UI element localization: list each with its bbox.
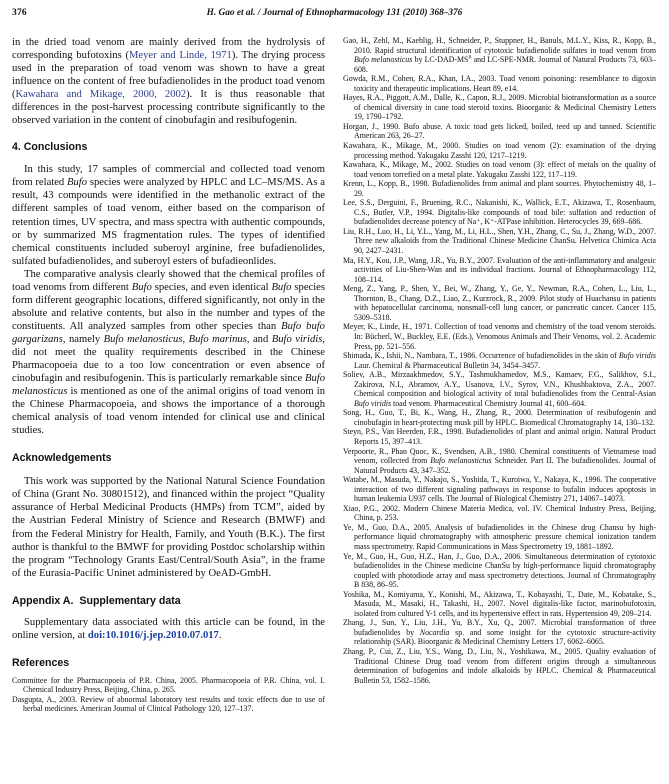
conclusions-p2-e: , <box>182 333 189 345</box>
conclusions-paragraph-1 <box>12 163 325 267</box>
superscript-n: n <box>468 54 472 61</box>
section-heading-conclusions: 4. Conclusions <box>12 141 88 154</box>
reference-entry: Ye, M., Guo, D.A., 2005. Analysis of bufadienolides in the Chinese drug Chansu by high-performance liquid chromatography with atmospheric pressure chemical ionization tandem mass spectrometry. Rapid Communications in Mass Spectrometry 19, 1881–1892. <box>343 522 656 551</box>
citation-meyer-linde[interactable]: Meyer and Linde, 1971 <box>129 50 232 62</box>
reference-entry: Kawahara, K., Mikage, M., 2000. Studies on toad venom (2): examination of the drying processing method. Yakugaku Zasshi 120, 1217–1219. <box>343 141 656 160</box>
appendix-paragraph <box>12 616 325 642</box>
reference-entry <box>343 370 656 408</box>
reference-entry: Kawahara, K., Mikage, M., 2002. Studies on toad venom (3): effect of metals on the quality of toad venom torrefied on a metal plate. Yakugaku Zasshi 122, 117–119. <box>343 160 656 179</box>
reference-entry <box>343 447 656 476</box>
reference-entry <box>343 351 656 370</box>
reference-entry <box>343 36 656 74</box>
species-name: Bufo melanostictus <box>430 456 492 466</box>
species-bufo-bufo-gargarizans: Bufo bufo gargarizans <box>12 320 325 345</box>
reference-entry: Ye, M., Guo, H., Guo, H.Z., Han, J., Guo, D.A., 2006. Simultaneous determination of cytotoxic bufadienolides in the Chinese medicine ChanSu by high-performance liquid chromatography coupled with photodiode array and mass spectrometry detections. Journal of Chromatography B 838, 86–95. <box>343 551 656 590</box>
two-column-layout <box>12 36 657 714</box>
reference-entry: Xiao, P.G., 2002. Modern Chinese Materia Medica, vol. IV. Chemical Industry Press, Beijing, China, p. 253. <box>343 503 656 523</box>
species-bufo-melanosticus: Bufo melanosticus <box>103 333 183 345</box>
appendix-text-after: . <box>218 629 222 641</box>
conclusions-p1-b: species were analyzed by HPLC and LC–MS/MS. As a result, 43 compounds were identified in the methanolic extract of the different samples of toad venom, either based on the comparison of retention times, UV spectra, and mass spectra with authentic compounds, or by summarized MS fragmentation rules. The types of identified chemical constituents included suberoyl arginine, free bufadienolides, sulfated bufadienolides, and suberoyl esters of bufadieonlides. <box>12 177 325 267</box>
conclusions-p2-a: The comparative analysis clearly showed that the chemical profiles of toad venoms from different <box>12 268 325 293</box>
ref-text: Zhang, J., Sun, Y., Liu, J.H., Yu, B.Y., Xu, Q., 2007. Microbial transformation of three bufadienolides by <box>343 618 656 637</box>
appendix-title: Supplementary data <box>79 594 181 607</box>
genus-bufo: Bufo <box>271 281 292 293</box>
conclusions-p2-h: is mentioned as one of the animal origins of toad venom in the Chinese Pharmacopoeia, and shows the importance of a thorough chemical analysis of toad venom intended for clinical use and clinical studies. <box>12 386 325 437</box>
right-column <box>343 36 656 685</box>
continued-paragraph <box>12 36 325 127</box>
ref-text: Soliev, A.B., Mirzaakhmedov, S.Y., Tashmukhamedov, M.S., Kamaev, F.G., Salikhov, S.I., Zakirova, N.I., Abramov, A.Y., Usanova, I.V., Syrov, V.N., Khushbaktova, Z.A., 2007. Chemical composition and biological activity of total bufadienolides from the Central-Asian <box>343 370 656 399</box>
species-name: Bufo viridis <box>618 351 656 361</box>
section-heading-acknowledgements: Acknowledgements <box>12 452 112 465</box>
conclusions-p2-b: species, and even identical <box>151 281 272 293</box>
reference-entry: Meyer, K., Linde, H., 1971. Collection of toad venoms and chemistry of the toad venom steroids. In: Bücherl, W., Buckley, E.E. (Eds.), Venomous Animals and Their Venoms, vol. 2. Academic Press, pp. 521–556. <box>343 322 656 351</box>
genus-nocardia: Nocardia <box>419 627 450 637</box>
section-heading-appendix-a <box>12 595 325 607</box>
reference-entry: Steyn, P.S., Van Heerden, F.R., 1998. Bufadienolides of plant and animal origin. Natural Product Reports 15, 397–413. <box>343 427 656 446</box>
conclusions-p2-d: , namely <box>62 333 104 345</box>
reference-entry <box>343 618 656 647</box>
reference-entry: Song, H., Guo, T., Bi, K., Wang, H., Zhang, R., 2000. Determination of resibufogenin and cinobufagin in heart-protecting musk pill by HPLC. Biomedical Chromatography 14, 130–132. <box>343 408 656 427</box>
species-bufo-viridis: Bufo viridis <box>271 333 323 345</box>
species-bufo-melanosticus: Bufo melanosticus <box>12 373 325 398</box>
conclusions-p2-c: species form different geographic locations, differed significantly, not only in the absolute and relative contents, but also in the number and types of the constituents. All analyzed samples from other species than <box>12 281 325 332</box>
reference-entry: Ma, H.Y., Kou, J.P., Wang, J.R., Yu, B.Y., 2007. Evaluation of the anti-inflammatory and analgesic activities of Liu-Shen-Wan and its individual fractions. Journal of Ethnopharmacology 112, 108–114. <box>343 255 656 284</box>
page-folio: 376 <box>12 8 27 18</box>
reference-entry: Gowda, R.M., Cohen, R.A., Khan, I.A., 2003. Toad venom poisoning: resemblance to digoxin toxicity and therapeutic implications. Heart 89, e14. <box>343 74 656 93</box>
citation-kawahara-mikage[interactable]: Kawahara and Mikage, 2000, 2002 <box>15 89 187 101</box>
ref-text: toad venom. Pharmaceutical Chemistry Journal 41, 600–604. <box>391 398 587 408</box>
acknowledgements-paragraph: This work was supported by the National Natural Science Foundation of China (Grant No. 30801512), and financed within the project “Quality assurance of Herbal Medicinal Products (HMPs) from TCM”, aided by the Austrian Federal Ministry of Science and Research (BMWF) and from the Federal Ministry for Health, Family, and Youth (B.K.). The first author is thankful to the BMWF for providing Postdoc scholarship within the program “Technology Grants East/Central/South Asia”, in the frame of the Eurasia-Pacific Uninet administered by OeAD-GmbH. <box>12 476 325 579</box>
paragraph-text-part3: ). It is thus reasonable that differences in the post-harvest processing contribute significantly to the observed variation in the content of cinobufagin and resibufogenin. <box>12 89 326 127</box>
species-bufo-marinus: Bufo marinus <box>188 333 247 345</box>
genus-bufo: Bufo <box>131 281 152 293</box>
reference-entry: Zhang, P., Cui, Z., Liu, Y.S., Wang, D., Liu, N., Yoshikawa, M., 2005. Quality evaluation of Traditional Chinese Drug toad venom from different origins through a simultaneous determination of bufogenins and indole alkaloids by HPLC. Chemical & Pharmaceutical Bulletin 53, 1582–1586. <box>343 647 656 685</box>
reference-entry: Horgan, J., 1990. Bufo abuse. A toxic toad gets licked, boiled, teed up and tanned. Scientific American 263, 26–27. <box>343 121 656 141</box>
appendix-text-before: Supplementary data associated with this article can be found, in the online version, at <box>12 616 325 641</box>
ref-text: Gao, H., Zehl, M., Kaehlig, H., Schneider, P., Stuppner, H., Banuls, M.L.Y., Kiss, R., Kopp, B., 2010. Rapid structural identification of cytotoxic bufadienolide sulfates in toad venom from <box>343 36 656 55</box>
reference-entry: Yoshika, M., Komiyama, Y., Konishi, M., Akizawa, T., Kobayashi, T., Date, M., Kobatake, S., Masuda, M., Masaki, H., Takashi, H., 2007. Novel digitalis-like factor, marinobufotoxin, isolated from cultured Y-1 cells, and its hypertensive effect in rats. Hypertension 49, 209–214. <box>343 589 656 618</box>
reference-entry: Hayes, R.A., Piggott, A.M., Dalle, K., Capon, R.J., 2009. Microbial biotransformation as a source of chemical diversity in cane toad steroid toxins. Bioorganic & Medicinal Chemistry Letters 19, 1790–1792. <box>343 93 656 122</box>
paragraph-text-part1: in the dried toad venom are mainly derived from the hydrolysis of corresponding bufotoxins ( <box>12 37 325 62</box>
reference-entry: Krenn, L., Kopp, B., 1998. Bufadienolides from animal and plant sources. Phytochemistry 48, 1–29. <box>343 179 656 198</box>
section-heading-references: References <box>12 656 70 669</box>
ref-text: sp. and some insight for the cytotoxic structure-activity relationship (SAR). Bioorganic & Medicinal Chemistry Letters 17, 6062–6065. <box>354 627 656 647</box>
doi-link[interactable]: doi:10.1016/j.jep.2010.07.017 <box>87 629 219 641</box>
ref-text: Shimada, K., Ishii, N., Nambara, T., 1986. Occurrence of bufadienolides in the skin of <box>343 351 619 361</box>
genus-bufo: Bufo <box>67 177 88 189</box>
species-name: Bufo viridis <box>354 398 392 408</box>
reference-entry: Committee for the Pharmacopoeia of P.R. China, 2005. Pharmacopoeia of P.R. China, vol. I. Chemical Industry Press, Beijing, China, p. 265. <box>12 675 325 695</box>
left-column <box>12 36 325 714</box>
ref-text: by LC-DAD-MS <box>412 55 469 65</box>
running-head <box>12 8 657 24</box>
ref-text: Laur. Chemical & Pharmaceutical Bulletin 34, 3454–3457. <box>354 360 541 370</box>
ref-text: Schneider. Part II. The bufadienolides. Journal of Natural Products 43, 347–352. <box>354 456 656 475</box>
reference-entry: Watabe, M., Masuda, Y., Nakajo, S., Yoshida, T., Kuroiwa, Y., Nakaya, K., 1996. The cooperative interaction of two different signaling pathways in response to bufalin induces apoptosis in human leukemia U937 cells. The Journal of Biological Chemistry 271, 14067–14073. <box>343 475 656 504</box>
reference-entry: Lee, S.S., Derguini, F., Bruening, R.C., Nakanishi, K., Wallick, E.T., Akizawa, T., Rosenbaum, C.S., Butler, V.P., 1994. Digitalis-like compounds of toad bile: sulfation and reduction of bufadienolides decrease potency of Na⁺, K⁺-ATPase inhibition. Heterocycles 39, 669–686. <box>343 198 656 227</box>
conclusions-paragraph-2 <box>12 268 325 438</box>
ref-text: Verpoorte, R., Phan Quoc, K., Svendsen, A.B., 1980. Chemical constituents of Vietnamese toad venom, collected from <box>343 446 656 466</box>
species-name: Bufo melanosticus <box>354 55 413 65</box>
conclusions-p2-f: , and <box>246 333 272 345</box>
conclusions-p1-a: In this study, 17 samples of commercial and collected toad venom from related <box>12 164 325 189</box>
reference-entry: Meng, Z., Yang, P., Shen, Y., Bei, W., Zhang, Y., Ge, Y., Newman, R.A., Cohen, L., Liu, L., Thornton, B., Chang, D.Z., Liao, Z., Kurzrock, R., 2009. Pilot study of Huachansu in patients with hepatocellular carcinoma, nonsmall-cell lung cancer, or pancreatic cancer. Cancer 115, 5309–5318. <box>343 284 656 322</box>
reference-entry: Dasgupta, A., 2003. Review of abnormal laboratory test results and toxic effects due to use of herbal medicines. American Journal of Clinical Pathology 120, 127–137. <box>12 694 325 714</box>
conclusions-p2-g: , did not meet the quality requirements described in the Chinese Pharmacopoeia due to a too low concentration or even absence of cinobufagin and resibufogenin. This is particularly remarkable since <box>12 333 325 385</box>
ref-text: and LC-SPE-NMR. Journal of Natural Products 73, 603–608. <box>354 55 656 74</box>
reference-entry: Liu, R.H., Luo, H., Li, Y.L., Yang, M., Li, H.L., Shen, Y.H., Zhang, C., Su, J., Zhang, W.D., 2007. Three new alkaloids from the Traditional Chinese Medicine ChanSu. Helvetica Chimica Acta 90, 2427–2431. <box>343 226 656 256</box>
paragraph-text-part2: ). The drying process used in the preparation of toad venom was shown to have a great influence on the content of free bufadienolides in the product toad venom ( <box>12 50 326 101</box>
running-head-title: H. Gao et al. / Journal of Ethnopharmacology 131 (2010) 368–376 <box>206 8 463 18</box>
appendix-label: Appendix A. <box>12 594 74 607</box>
